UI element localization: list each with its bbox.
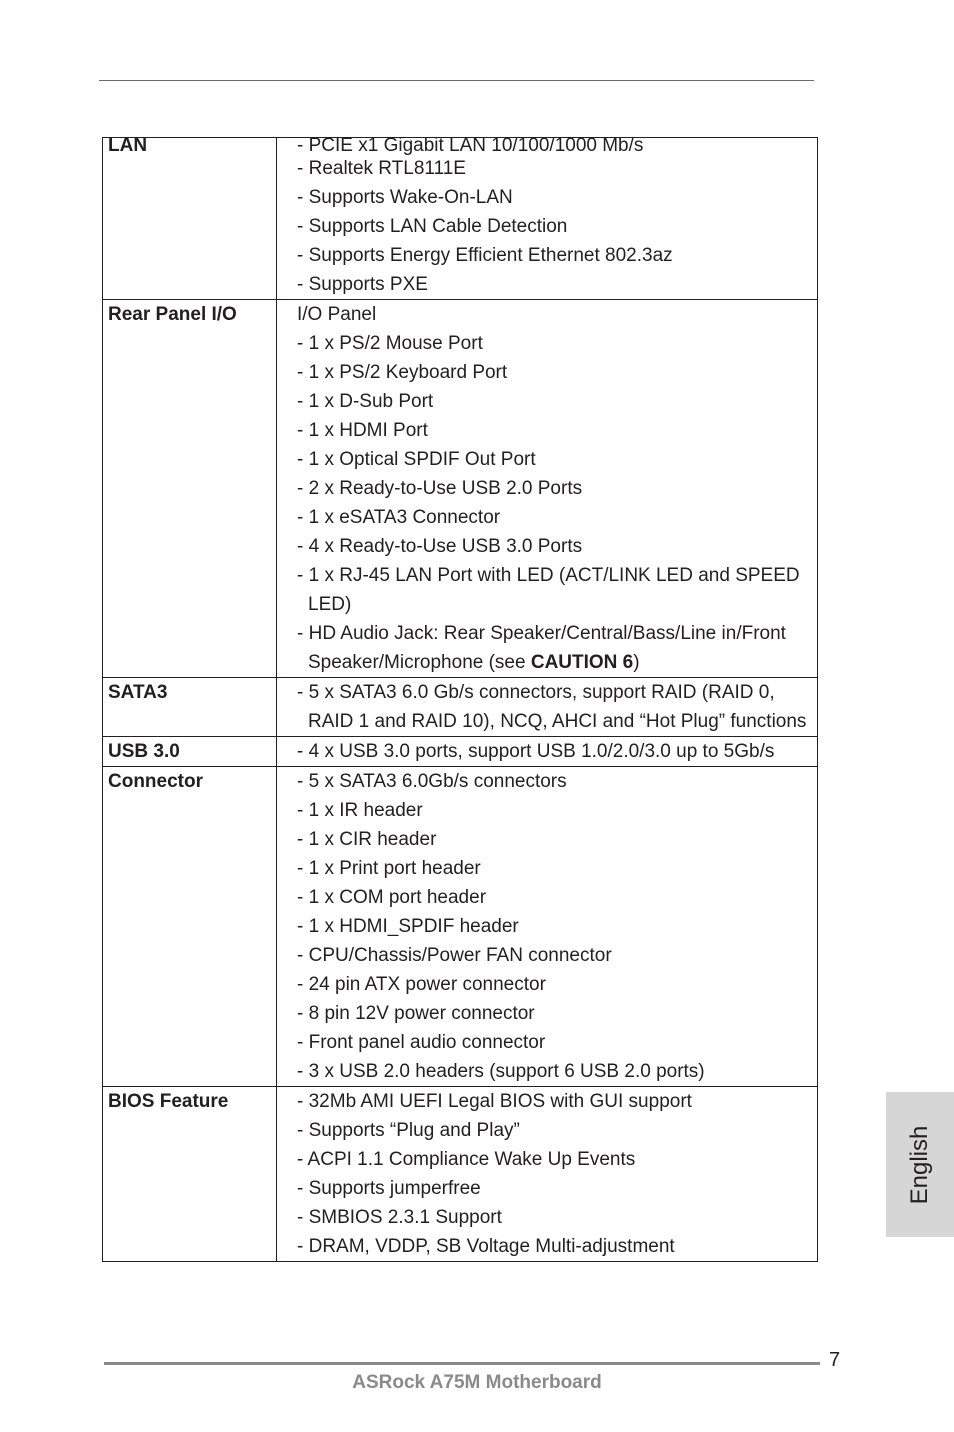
spec-line: - ACPI 1.1 Compliance Wake Up Events (297, 1149, 636, 1170)
spec-line: - 1 x PS/2 Keyboard Port (297, 362, 508, 383)
spec-line: RAID 1 and RAID 10), NCQ, AHCI and “Hot Plug” functions (308, 711, 807, 732)
spec-line: LED) (308, 594, 352, 615)
spec-line: - 1 x D-Sub Port (297, 391, 434, 412)
spec-line: - Supports “Plug and Play” (297, 1120, 520, 1141)
page-number: 7 (829, 1349, 841, 1371)
spec-line: - 1 x HDMI_SPDIF header (297, 916, 519, 937)
spec-row-lan (103, 138, 818, 300)
bottom-rule (104, 1362, 820, 1365)
spec-line: - 5 x SATA3 6.0Gb/s connectors (297, 771, 567, 792)
spec-line-text: ) (633, 652, 640, 673)
spec-line: - Supports Wake-On-LAN (297, 187, 513, 208)
row-content (277, 135, 818, 300)
row-label: LAN (103, 138, 277, 300)
spec-line: - 3 x USB 2.0 headers (support 6 USB 2.0 ports) (297, 1061, 705, 1082)
row-content (277, 678, 818, 737)
row-content (277, 767, 818, 1087)
row-label: BIOS Feature (103, 1087, 277, 1262)
footer-title (0, 1372, 954, 1394)
spec-line: - 1 x Print port header (297, 858, 481, 879)
spec-line: - 1 x COM port header (297, 887, 487, 908)
spec-line: - 1 x eSATA3 Connector (297, 507, 501, 528)
spec-line: - PCIE x1 Gigabit LAN 10/100/1000 Mb/s (297, 135, 644, 156)
row-label: Connector (103, 767, 277, 1087)
spec-line: - 1 x IR header (297, 800, 423, 821)
spec-row-rear-panel-io (103, 300, 818, 678)
spec-line: - 8 pin 12V power connector (297, 1003, 535, 1024)
row-content (277, 300, 818, 678)
spec-line: - CPU/Chassis/Power FAN connector (297, 945, 612, 966)
row-label: SATA3 (103, 678, 277, 737)
spec-line: - Front panel audio connector (297, 1032, 546, 1053)
top-rule (99, 80, 814, 81)
spec-line-text: Speaker/Microphone (see (308, 652, 531, 673)
spec-row-bios-feature (103, 1087, 818, 1262)
spec-line: - Realtek RTL8111E (297, 158, 466, 179)
spec-line: - HD Audio Jack: Rear Speaker/Central/Bass/Line in/Front (297, 623, 786, 644)
spec-line (297, 648, 813, 677)
spec-line: - 24 pin ATX power connector (297, 974, 546, 995)
spec-line: - Supports PXE (297, 274, 428, 295)
spec-line: - 4 x USB 3.0 ports, support USB 1.0/2.0/3.0 up to 5Gb/s (297, 741, 775, 762)
spec-line: I/O Panel (297, 304, 377, 325)
spec-table (102, 137, 818, 1262)
spec-line: - 1 x Optical SPDIF Out Port (297, 449, 536, 470)
row-label: USB 3.0 (103, 737, 277, 767)
spec-line: - 32Mb AMI UEFI Legal BIOS with GUI support (297, 1091, 692, 1112)
row-content (277, 1087, 818, 1262)
spec-row-usb30 (103, 737, 818, 767)
spec-line: - 4 x Ready-to-Use USB 3.0 Ports (297, 536, 583, 557)
spec-line: - Supports jumperfree (297, 1178, 481, 1199)
language-tab (886, 1092, 954, 1237)
spec-line: - SMBIOS 2.3.1 Support (297, 1207, 502, 1228)
spec-line: - 1 x CIR header (297, 829, 437, 850)
row-content (277, 737, 818, 767)
spec-line: - 1 x PS/2 Mouse Port (297, 333, 483, 354)
caution-reference: CAUTION 6 (530, 652, 634, 673)
spec-line: - 1 x RJ-45 LAN Port with LED (ACT/LINK LED and SPEED (297, 565, 800, 586)
spec-row-connector (103, 767, 818, 1087)
spec-line: - Supports Energy Efficient Ethernet 802.3az (297, 245, 673, 266)
spec-line: - 5 x SATA3 6.0 Gb/s connectors, support RAID (RAID 0, (297, 682, 775, 703)
row-label: Rear Panel I/O (103, 300, 277, 678)
language-tab-label: English (906, 1125, 933, 1204)
footer-title-text: ASRock A75M Motherboard (352, 1372, 602, 1393)
spec-line: - 2 x Ready-to-Use USB 2.0 Ports (297, 478, 583, 499)
spec-line: - 1 x HDMI Port (297, 420, 428, 441)
spec-line: - Supports LAN Cable Detection (297, 216, 568, 237)
spec-row-sata3 (103, 678, 818, 737)
spec-line: - DRAM, VDDP, SB Voltage Multi-adjustment (297, 1236, 675, 1257)
